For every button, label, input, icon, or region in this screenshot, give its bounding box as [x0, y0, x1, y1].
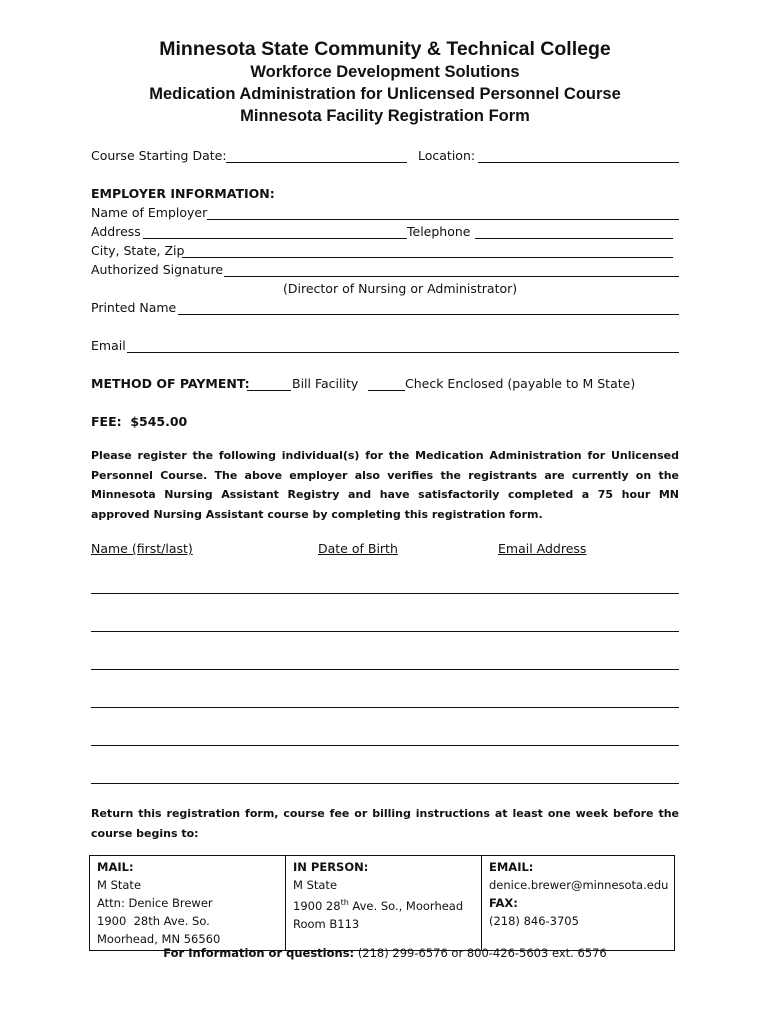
footer-phones: (218) 299-6576 or 800-426-5603 ext. 6576	[357, 946, 607, 960]
registrant-entry-line[interactable]	[91, 669, 679, 670]
col-dob-header: Date of Birth	[318, 541, 398, 556]
email-cell	[482, 856, 675, 951]
registrant-entry-line[interactable]	[91, 593, 679, 594]
fax-number: (218) 846-3705	[489, 914, 579, 928]
city-state-zip-field[interactable]	[182, 257, 673, 258]
check-enclosed-checkline[interactable]	[368, 390, 405, 391]
contact-table	[89, 855, 675, 951]
in-person-cell	[286, 856, 482, 951]
address-field[interactable]	[143, 238, 407, 239]
fee-amount: FEE: $545.00	[91, 414, 188, 429]
in-person-line: Room B113	[293, 916, 360, 931]
mail-line: M State	[97, 878, 142, 892]
division-name: Workforce Development Solutions	[250, 63, 520, 81]
course-start-date-label: Course Starting Date:	[91, 148, 227, 163]
col-email-header: Email Address	[498, 541, 587, 556]
college-name: Minnesota State Community & Technical College	[159, 38, 611, 60]
fax-title: FAX:	[489, 896, 518, 910]
in-person-address: 1900 28th Ave. So., Moorhead	[293, 898, 464, 913]
mail-title: MAIL:	[97, 860, 134, 874]
mail-line: Moorhead, MN 56560	[97, 932, 221, 946]
course-name: Medication Administration for Unlicensed Personnel Course	[149, 85, 621, 103]
contact-email-address[interactable]: denice.brewer@minnesota.edu	[489, 878, 669, 892]
mail-line: Attn: Denice Brewer	[97, 896, 213, 910]
location-field[interactable]	[478, 162, 679, 163]
footer-label: For Information or questions:	[163, 946, 355, 960]
footer-info	[0, 946, 770, 960]
employer-email-field[interactable]	[127, 352, 679, 353]
signature-note: (Director of Nursing or Administrator)	[283, 281, 518, 296]
mail-line: 1900 28th Ave. So.	[97, 914, 210, 928]
col-name-header: Name (first/last)	[91, 541, 193, 556]
telephone-label: Telephone	[407, 224, 471, 239]
address-label: Address	[91, 224, 141, 239]
email-title: EMAIL:	[489, 860, 534, 874]
registration-instructions: Please register the following individual(s) for the Medication Administration for Unlicensed Personnel Course. The above employer also verifies the registrants are currently on the Minnesota Nursing Assistant Registry and have satisfactorily completed a 75 hour MN approved Nursing Assistant course by completing this registration form.	[91, 449, 679, 521]
printed-name-label: Printed Name	[91, 300, 177, 315]
payment-method-label: METHOD OF PAYMENT:	[91, 376, 250, 391]
employer-heading: EMPLOYER INFORMATION:	[91, 186, 275, 201]
check-enclosed-option: Check Enclosed (payable to M State)	[405, 376, 636, 391]
bill-facility-option: Bill Facility	[292, 376, 359, 391]
printed-name-field[interactable]	[178, 314, 679, 315]
authorized-signature-field[interactable]	[224, 276, 679, 277]
email-label: Email	[91, 338, 126, 353]
employer-name-label: Name of Employer	[91, 205, 208, 220]
form-title: Minnesota Facility Registration Form	[240, 107, 530, 125]
registrant-entry-line[interactable]	[91, 707, 679, 708]
registrant-entry-line[interactable]	[91, 631, 679, 632]
authorized-signature-label: Authorized Signature	[91, 262, 224, 277]
telephone-field[interactable]	[475, 238, 673, 239]
registrant-entry-line[interactable]	[91, 783, 679, 784]
in-person-line: M State	[293, 878, 338, 892]
location-label: Location:	[418, 148, 476, 163]
course-start-date-field[interactable]	[226, 162, 407, 163]
in-person-title: IN PERSON:	[293, 860, 369, 874]
registrant-entry-line[interactable]	[91, 745, 679, 746]
bill-facility-checkline[interactable]	[247, 390, 291, 391]
city-state-zip-label: City, State, Zip	[91, 243, 185, 258]
employer-name-field[interactable]	[207, 219, 679, 220]
return-note: Return this registration form, course fee or billing instructions at least one week before the course begins to:	[91, 807, 679, 840]
mail-cell	[90, 856, 286, 951]
